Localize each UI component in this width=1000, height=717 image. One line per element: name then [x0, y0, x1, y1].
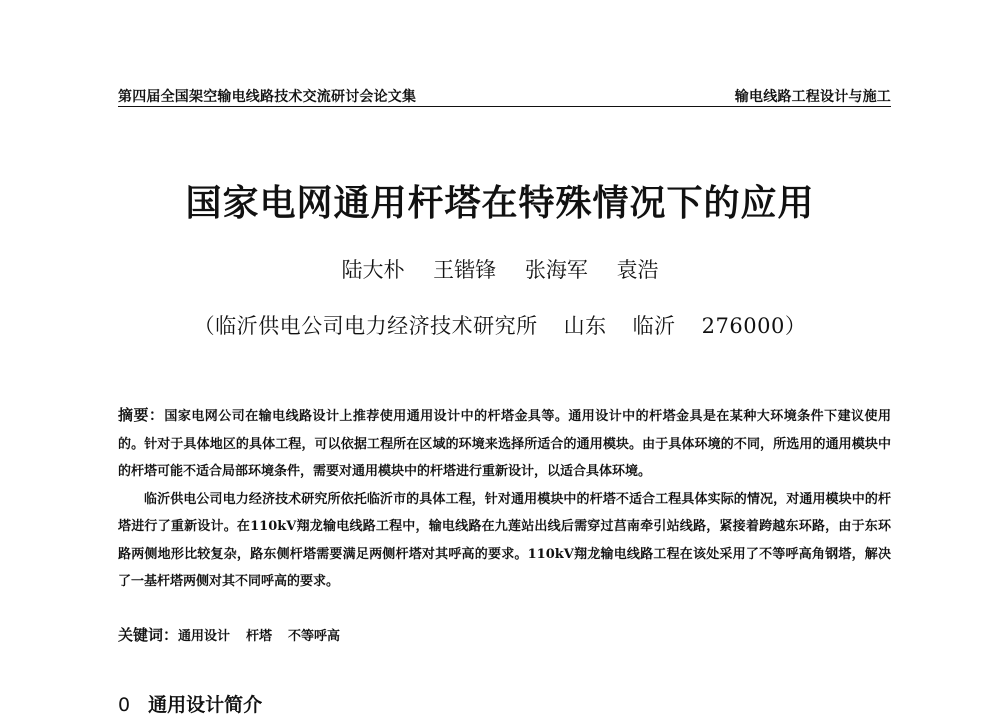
running-header [118, 86, 891, 108]
author-name: 袁浩 [616, 258, 659, 282]
keywords-label: 关键词： [118, 626, 179, 644]
author-name: 王锴锋 [433, 258, 497, 282]
keyword: 杆塔 [246, 629, 273, 644]
affiliation [0, 310, 1000, 340]
affiliation-province: 山东 [563, 314, 607, 338]
header-section-title: 输电线路工程设计与施工 [734, 89, 891, 105]
abstract-label: 摘要： [118, 406, 165, 424]
header-proceedings-title: 第四届全国架空输电线路技术交流研讨会论文集 [118, 89, 417, 105]
affiliation-close-paren: ） [784, 314, 807, 338]
author-name: 陆大朴 [341, 258, 405, 282]
affiliation-postcode: 276000 [701, 314, 785, 338]
affiliation-city: 临沂 [632, 314, 676, 338]
author-list [0, 254, 1000, 284]
keyword: 通用设计 [178, 629, 231, 644]
author-name: 张海军 [524, 258, 588, 282]
affiliation-org: 临沂供电公司电力经济技术研究所 [215, 314, 538, 338]
keyword: 不等呼高 [288, 629, 341, 644]
section-heading [118, 690, 262, 717]
affiliation-open-paren: （ [193, 314, 216, 338]
abstract-text-1: 国家电网公司在输电线路设计上推荐使用通用设计中的杆塔金具等。通用设计中的杆塔金具是在某种大环境条件下建议使用的。针对于具体地区的具体工程，可以依据工程所在区域的环境来选择所适合的通用模块。由于具体环境的不同，所选用的通用模块中的杆塔可能不适合局部环境条件，需要对通用模块中的杆塔进行重新设计，以适合具体环境。 [118, 409, 891, 479]
abstract-paragraph-1 [118, 402, 891, 486]
abstract-paragraph-2: 临沂供电公司电力经济技术研究所依托临沂市的具体工程，针对通用模块中的杆塔不适合工程具体实际的情况，对通用模块中的杆塔进行了重新设计。在110kV翔龙输电线路工程中，输电线路在九莲站出线后需穿过莒南牵引站线路，紧接着跨越东环路，由于东环路两侧地形比较复杂，路东侧杆塔需要满足两侧杆塔对其呼高的要求。110kV翔龙输电线路工程在该处采用了不等呼高角钢塔，解决了一基杆塔两侧对其不同呼高的要求。 [118, 491, 891, 589]
header-divider [118, 106, 891, 107]
paper-title: 国家电网通用杆塔在特殊情况下的应用 [185, 183, 815, 224]
keywords [118, 624, 891, 645]
section-number: 0 [118, 694, 131, 716]
abstract [118, 402, 891, 596]
section-title: 通用设计简介 [148, 694, 263, 716]
